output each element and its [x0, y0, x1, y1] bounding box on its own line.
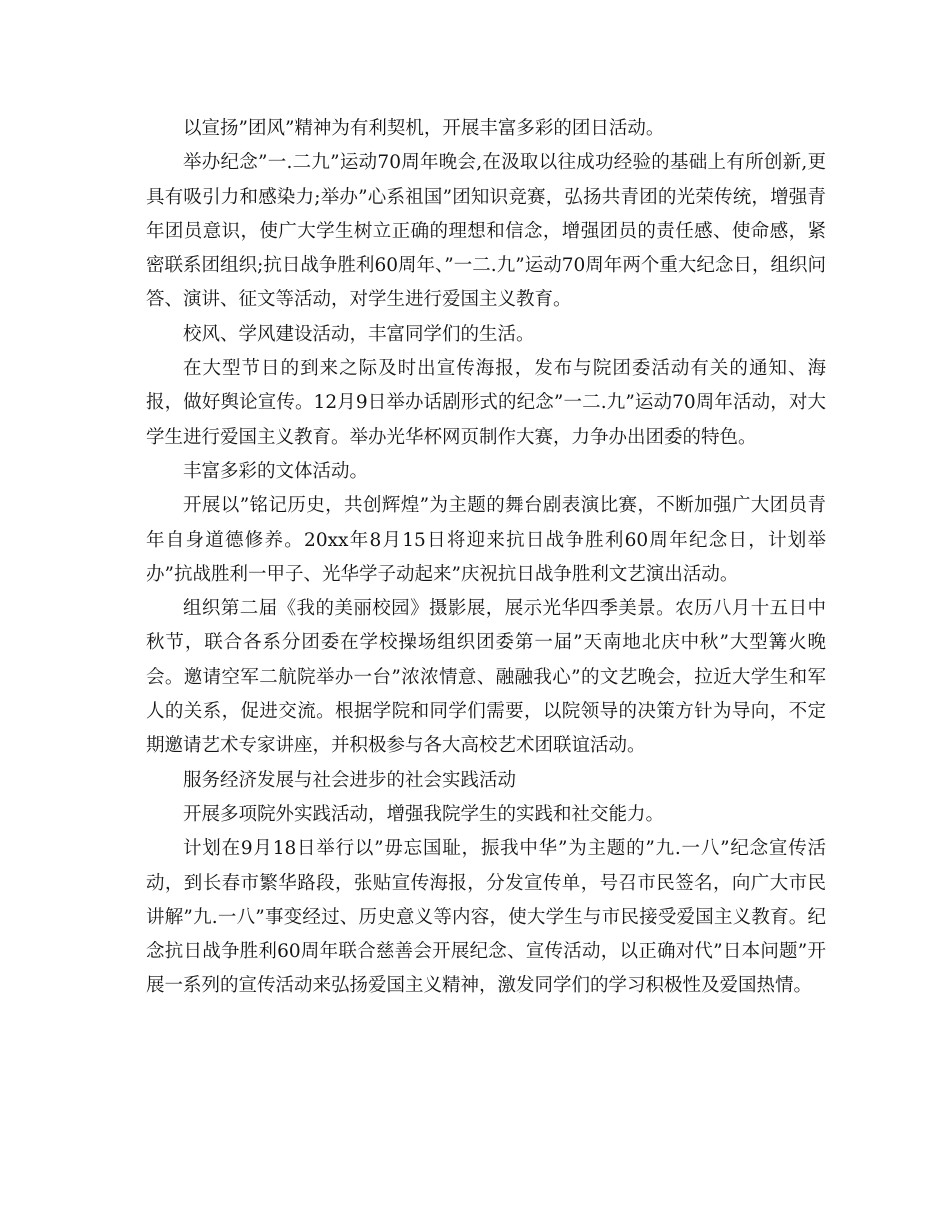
paragraph: 开展以”铭记历史，共创辉煌”为主题的舞台剧表演比赛，不断加强广大团员青年自身道德修养。20xx年8月15日将迎来抗日战争胜利60周年纪念日，计划举办”抗战胜利一甲子、光华学子动起来”庆祝抗日战争胜利文艺演出活动。: [146, 495, 826, 585]
paragraph: 计划在9月18日举行以”毋忘国耻，振我中华”为主题的”九.一八”纪念宣传活动，到长春市繁华路段，张贴宣传海报，分发宣传单，号召市民签名，向广大市民讲解”九.一八”事变经过、历史意义等内容，使大学生与市民接受爱国主义教育。纪念抗日战争胜利60周年联合慈善会开展纪念、宣传活动，以正确对代”日本问题”开展一系列的宣传活动来弘扬爱国主义精神，激发同学们的学习积极性及爱国热情。: [146, 838, 826, 997]
paragraph: 以宣扬”团风”精神为有利契机，开展丰富多彩的团日活动。: [183, 118, 665, 139]
paragraph: 服务经济发展与社会进步的社会实践活动: [183, 769, 517, 791]
paragraph: 丰富多彩的文体活动。: [183, 460, 369, 482]
paragraph: 组织第二届《我的美丽校园》摄影展，展示光华四季美景。农历八月十五日中秋节，联合各系分团委在学校操场组织团委第一届”天南地北庆中秋”大型篝火晚会。邀请空军二航院举办一台”浓浓情意、融融我心”的文艺晚会，拉近大学生和军人的关系，促进交流。根据学院和同学们需要，以院领导的决策方针为导向，不定期邀请艺术专家讲座，并积极参与各大高校艺术团联谊活动。: [146, 598, 826, 757]
paragraph: 在大型节日的到来之际及时出宣传海报，发布与院团委活动有关的通知、海报，做好舆论宣传。12月9日举办话剧形式的纪念”一二.九”运动70周年活动，对大学生进行爱国主义教育。举办光华杯网页制作大赛，力争办出团委的特色。: [146, 358, 826, 448]
document-body: [146, 112, 826, 1004]
paragraph: 举办纪念”一.二九”运动70周年晚会,在汲取以往成功经验的基础上有所创新,更具有吸引力和感染力;举办”心系祖国”团知识竞赛，弘扬共青团的光荣传统，增强青年团员意识，使广大学生树立正确的理想和信念，增强团员的责任感、使命感，紧密联系团组织;抗日战争胜利60周年、”一二.九”运动70周年两个重大纪念日，组织问答、演讲、征文等活动，对学生进行爱国主义教育。: [146, 152, 826, 311]
paragraph: 开展多项院外实践活动，增强我院学生的实践和社交能力。: [183, 803, 665, 825]
paragraph: 校风、学风建设活动，丰富同学们的生活。: [183, 323, 535, 345]
